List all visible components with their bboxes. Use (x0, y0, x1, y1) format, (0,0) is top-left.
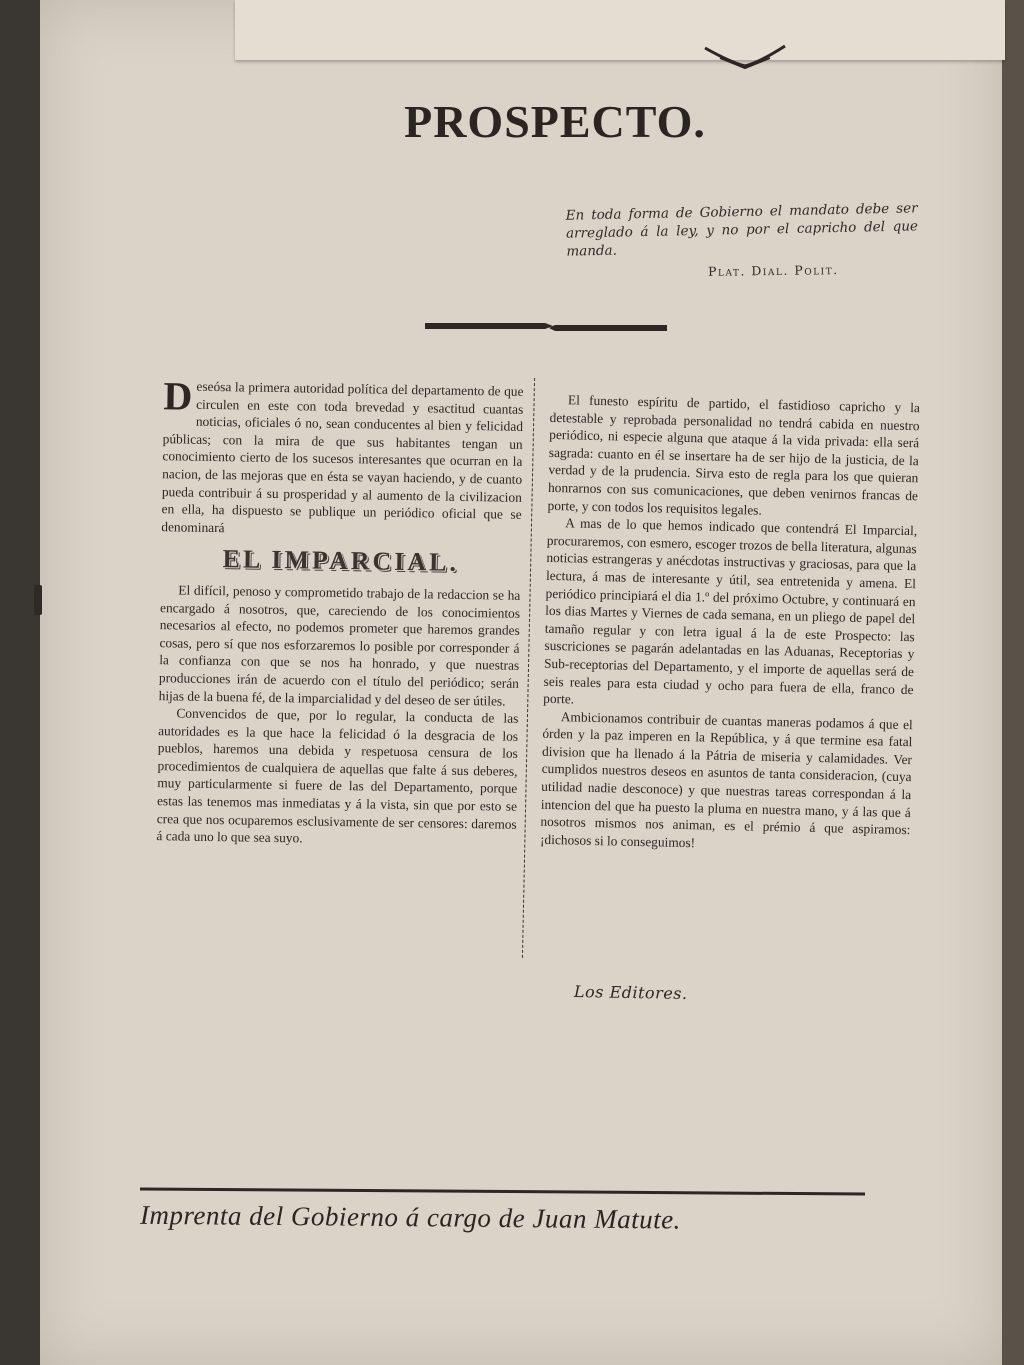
dropcap: D (163, 373, 193, 419)
top-ornament-icon (700, 40, 790, 70)
signature: Los Editores. (573, 982, 688, 1003)
page-title: PROSPECTO. (404, 96, 706, 147)
background-edge (1002, 0, 1024, 1365)
paragraph: A mas de lo que hemos indicado que contendrá El Imparcial, procuraremos, con esmero, escoger trozos de bella literatura, algunas noticias estrangeras y anécdotas instructivas y graciosas, para que la lectura, á mas de interesante y útil, sea entretenida y amena. El periódico principiará el dia 1.º del próximo Octubre, y continuará en los dias Martes y Viernes de cada semana, en un pliego de papel del tamaño regular y con letra igual á la de este Prospecto: las suscriciones se pagarán adelantadas en las Aduanas, Receptorias y Sub-receptorias del Departamento, y el importe de aquellas será de seis reales para esta ciudad y ocho para fuera de ella, franco de porte. (543, 515, 918, 707)
ornamental-divider (425, 316, 675, 336)
edge-mark (34, 585, 42, 615)
paragraph: Convencidos de que, por lo regular, la conducta de las autoridades es la que hace la felicidad ó la desgracia de los pueblos, haremos una debida y respetuosa censura de los procedimientos de cualquiera de aquellas que falte á sus deberes, muy particularmente si fuere de las del Departamento, porque estas las tenemos mas inmediatas y á la vista, sin que por esto se crea que nos ocuparemos esclusivamente de ser censores: daremos á cada uno lo que sea suyo. (156, 705, 519, 846)
epigraph-text: En toda forma de Gobierno el mandato debe ser arreglado á la ley, y no por el capricho del que manda. (565, 200, 919, 260)
newspaper-name: EL IMPARCIAL. (222, 544, 460, 578)
paragraph: Ambicionamos contribuir de cuantas maneras podamos á que el órden y la paz imperen en la República, y á que termine esa fatal division que ha llenado á la Pátria de miseria y calamidades. Ver cumplidos nuestros deseos en asuntos de tanta consideracion, (cuya utilidad nadie desconoce) y que nuestras tareas correspondan á la intencion del que ha puesto la pluma en nuestra mano, y á las que á nosotros mismos nos animan, es el prémio á que aspiramos: ¡dichosos si lo conseguimos! (539, 708, 913, 851)
paragraph: El funesto espíritu de partido, el fastidioso capricho y la detestable y reprobada personalidad no tendrá cabida en nuestro periódico, ni especie alguna que ataque á la vida privada: ella será sagrada: cuanto en él se insertare ha de ser hijo de la justicia, de la verdad y de la prudencia. Sirva esto de regla para los que quieran honrarnos con sus comunicaciones, que deben venirnos francas de porte, y con todos los requisitos legales. (547, 392, 921, 518)
paragraph: El difícil, penoso y comprometido trabajo de la redaccion se ha encargado á nosotros, que, careciendo de los conocimientos necesarios al efecto, no podemos prometer que haremos grandes cosas, pero sí que nos esforzaremos lo posible por corresponder á la confianza con que se nos ha honrado, y que nuestras producciones irán de acuerdo con el título del periódico; serán hijas de la buena fé, de la imparcialidad y del deseo de ser útiles. (158, 582, 521, 709)
imprint-line: Imprenta del Gobierno á cargo de Juan Matute. (139, 1199, 682, 1235)
epigraph-source: Plat. Dial. Polit. (707, 262, 839, 279)
attached-paper-slip (235, 0, 1005, 60)
right-column (540, 391, 920, 857)
intro-paragraph: eseósa la primera autoridad política del departamento de que circulen en este con toda brevedad y esactitud cuantas noticias, oficiales ó no, sean conducentes al bien y felicidad públicas; con la mira de que sus habitantes tengan un conocimiento cierto de los sucesos interesantes que ocurran en la nacion, de las mejoras que en ésta se vayan haciendo, y de cuanto pueda contribuir á su prosperidad y al aumento de la civilizacion en ella, ha dispuesto se publique un periódico oficial que se denominará (161, 378, 524, 535)
left-column (156, 373, 524, 850)
